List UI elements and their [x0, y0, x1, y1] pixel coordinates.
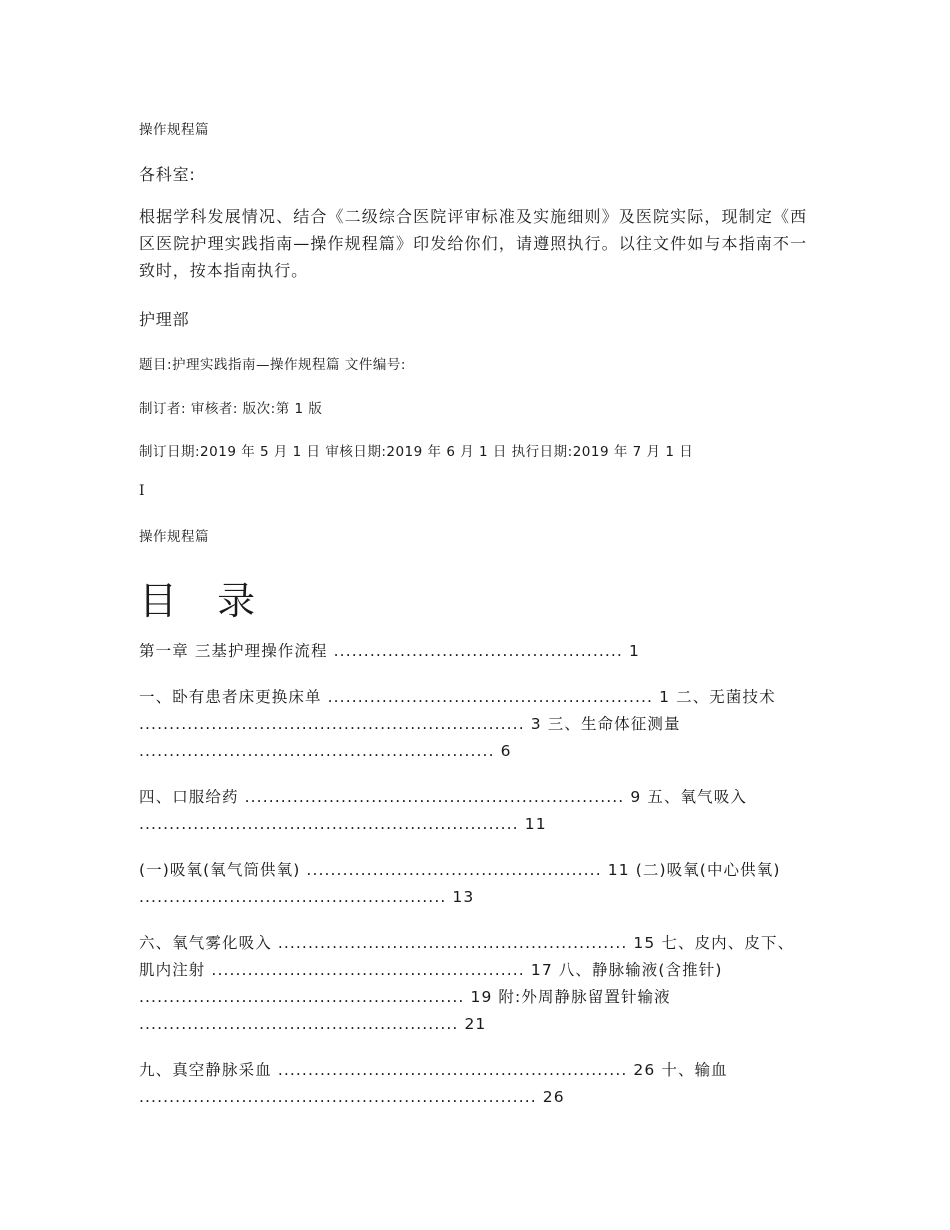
author-line: 制订者: 审核者: 版次:第 1 版: [139, 401, 323, 417]
running-header: 操作规程篇: [139, 122, 209, 138]
document-title-line: 题目:护理实践指南—操作规程篇 文件编号:: [139, 357, 406, 373]
toc-entry: (一)吸氧(氧气筒供氧) ................................................. 11 (二)吸氧(中心供氧) ................................................... 13: [139, 861, 781, 906]
toc-entry: 九、真空静脉采血 .......................................................... 26 十、输血 .................................................................. 26: [139, 1061, 728, 1106]
notice-body: 根据学科发展情况、结合《二级综合医院评审标准及实施细则》及医院实际，现制定《西区医院护理实践指南—操作规程篇》印发给你们，请遵照执行。以往文件如与本指南不一致时，按本指南执行。: [139, 207, 807, 280]
salutation: 各科室:: [139, 165, 196, 184]
toc-entry: 第一章 三基护理操作流程 ................................................ 1: [139, 642, 640, 660]
date-line: 制订日期:2019 年 5 月 1 日 审核日期:2019 年 6 月 1 日 执行日期:2019 年 7 月 1 日: [139, 444, 694, 460]
toc-entry: 六、氧气雾化吸入 .......................................................... 15 七、皮内、皮下、肌内注射 .................................................... 17 八、静脉输液(含推针) ...................................................... 19 附:外周静脉留置针输液 ..................................................... 21: [139, 934, 795, 1033]
toc-entry: 一、卧有患者床更换床单 ...................................................... 1 二、无菌技术 ................................................................ 3 三、生命体征测量 ........................................................... 6: [139, 688, 776, 760]
toc-heading: 目 录: [139, 579, 270, 623]
toc-entry: 四、口服给药 ............................................................... 9 五、氧气吸入 ............................................................... 11: [139, 788, 747, 833]
page-number-marker: I: [139, 483, 145, 499]
signature: 护理部: [139, 310, 190, 329]
running-header: 操作规程篇: [139, 529, 209, 545]
